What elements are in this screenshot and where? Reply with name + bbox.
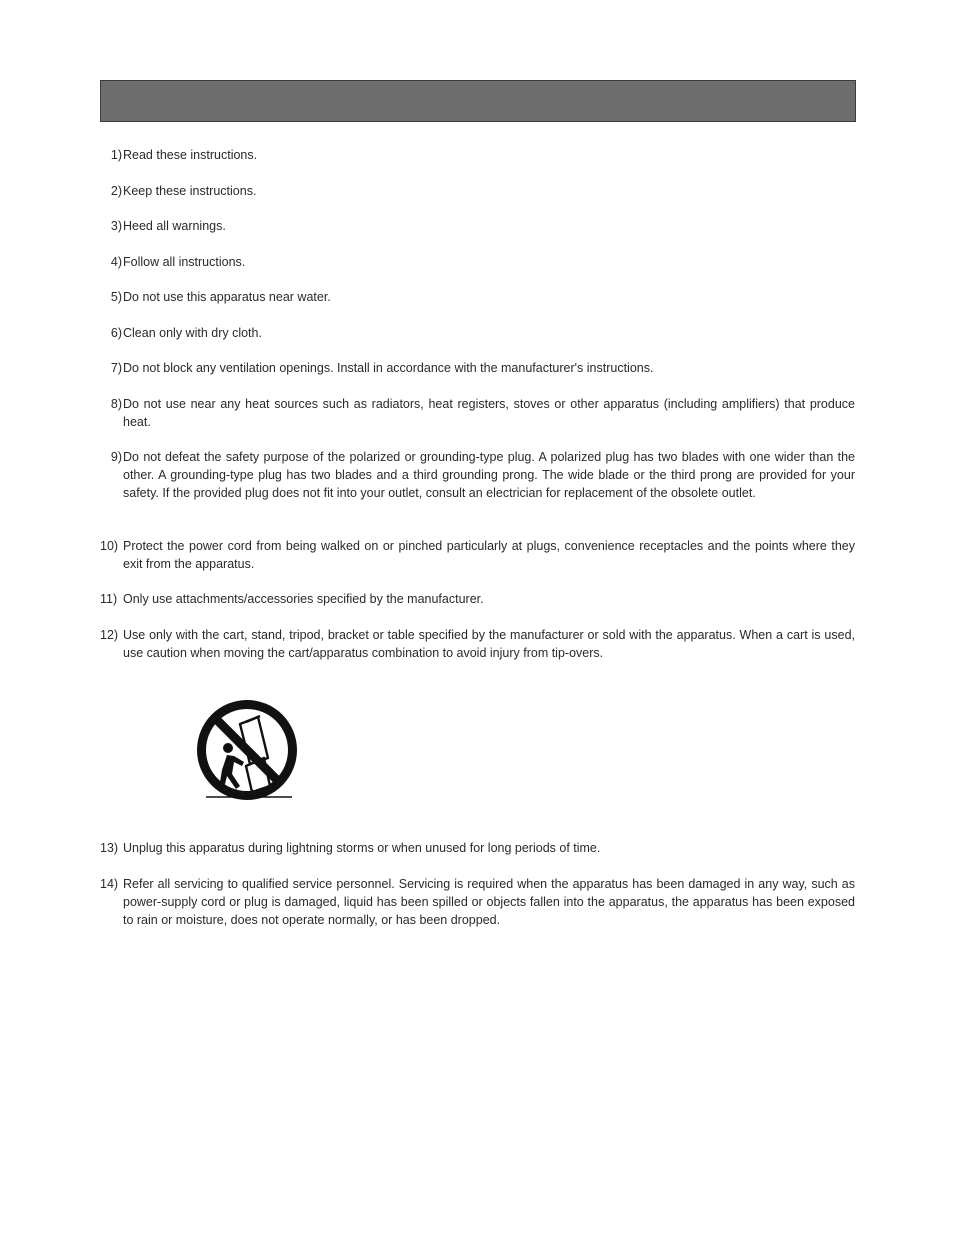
instruction-item xyxy=(100,218,855,236)
section-header-bar xyxy=(100,80,856,122)
instruction-item xyxy=(100,449,855,502)
instruction-text: Clean only with dry cloth. xyxy=(123,326,262,340)
instruction-item xyxy=(100,876,855,929)
instruction-number: 8) xyxy=(110,397,122,411)
instruction-number: 2) xyxy=(110,184,122,198)
instruction-text: Do not defeat the safety purpose of the polarized or grounding-type plug. A polarized plug has two blades with one wider than the other. A grounding-type plug has two blades and a third grounding prong. The wide blade or the third prong are provided for your safety. If the provided plug does not fit into your outlet, consult an electrician for replacement of the obsolete outlet. xyxy=(123,450,855,500)
instruction-number: 12) xyxy=(100,628,119,642)
instruction-text: Keep these instructions. xyxy=(123,184,257,198)
instruction-number: 1) xyxy=(110,148,122,162)
instruction-text: Do not block any ventilation openings. Install in accordance with the manufacturer's instructions. xyxy=(123,361,654,375)
instruction-item xyxy=(100,538,855,574)
instruction-text: Only use attachments/accessories specified by the manufacturer. xyxy=(123,592,484,606)
instruction-item xyxy=(100,254,855,272)
instruction-number: 14) xyxy=(100,877,119,891)
instruction-number: 11) xyxy=(100,592,118,606)
instruction-text: Use only with the cart, stand, tripod, bracket or table specified by the manufacturer or sold with the apparatus. When a cart is used, use caution when moving the cart/apparatus combination to avoid injury from tip-overs. xyxy=(123,628,855,660)
instruction-number: 3) xyxy=(110,219,122,233)
instruction-text: Heed all warnings. xyxy=(123,219,226,233)
instruction-text: Do not use this apparatus near water. xyxy=(123,290,331,304)
instruction-item xyxy=(100,591,855,609)
instruction-text: Do not use near any heat sources such as radiators, heat registers, stoves or other apparatus (including amplifiers) that produce heat. xyxy=(123,397,855,429)
instruction-item xyxy=(100,396,855,432)
instruction-number: 7) xyxy=(110,361,122,375)
instruction-number: 5) xyxy=(110,290,122,304)
instruction-number: 13) xyxy=(100,841,119,855)
instruction-text: Follow all instructions. xyxy=(123,255,246,269)
instruction-item xyxy=(100,183,855,201)
instruction-text: Protect the power cord from being walked on or pinched particularly at plugs, convenience receptacles and the points where they exit from the apparatus. xyxy=(123,539,855,571)
instruction-number: 9) xyxy=(110,450,122,464)
instruction-item xyxy=(100,840,855,858)
instruction-item xyxy=(100,147,855,165)
instruction-item xyxy=(100,627,855,663)
instruction-number: 10) xyxy=(100,539,119,553)
instruction-number: 4) xyxy=(110,255,122,269)
instruction-text: Read these instructions. xyxy=(123,148,258,162)
instruction-text: Refer all servicing to qualified service personnel. Servicing is required when the apparatus has been damaged in any way, such as power-supply cord or plug is damaged, liquid has been spilled or objects fallen into the apparatus, the apparatus has been exposed to rain or moisture, does not operate normally, or has been dropped. xyxy=(123,877,855,927)
instruction-text: Unplug this apparatus during lightning storms or when unused for long periods of time. xyxy=(123,841,601,855)
instruction-item xyxy=(100,360,855,378)
cart-tip-over-warning-icon xyxy=(194,700,300,806)
instruction-item xyxy=(100,289,855,307)
instruction-number: 6) xyxy=(110,326,122,340)
instruction-item xyxy=(100,325,855,343)
